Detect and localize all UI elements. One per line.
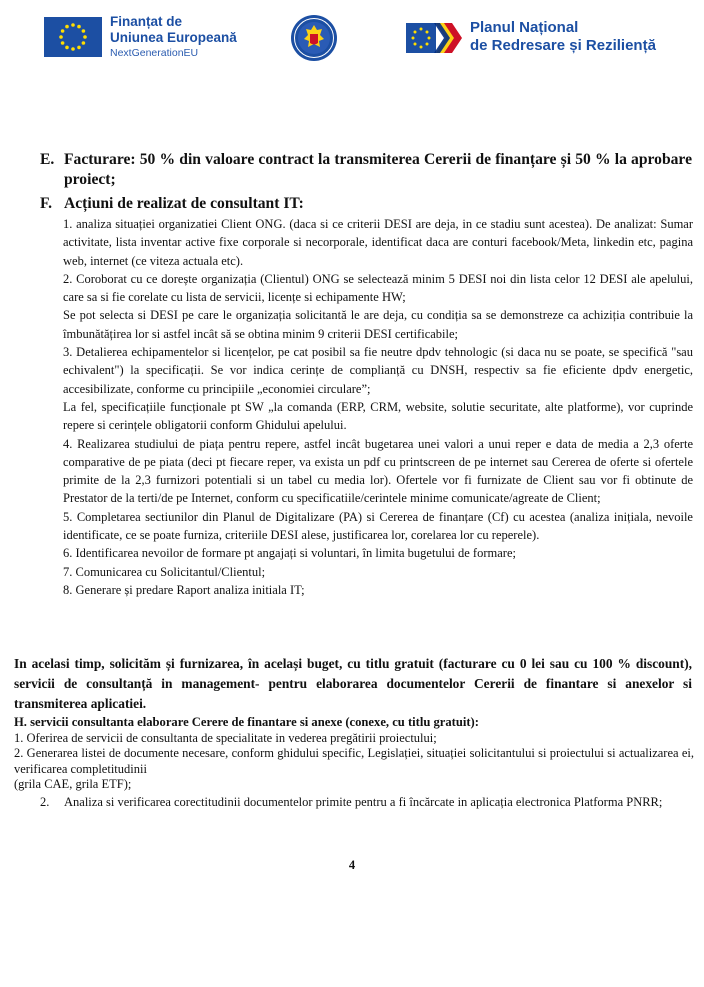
list-item: 1. Oferirea de servicii de consultanta de specialitate in vederea pregătirii proiectului; xyxy=(14,731,437,745)
section-e xyxy=(40,150,692,190)
list-number: 2. xyxy=(40,795,50,809)
list-item: (grila CAE, grila ETF); xyxy=(14,776,132,791)
list-item: 6. Identificarea nevoilor de formare pt angajați si voluntari, în limita bugetului de formare; xyxy=(63,546,516,561)
eu-flag-icon xyxy=(44,17,102,57)
list-item: 7. Comunicarea cu Solicitantul/Clientul; xyxy=(63,564,266,579)
section-f xyxy=(40,194,692,214)
section-f-items xyxy=(63,215,693,599)
list-item: 4. Realizarea studiului de piața pentru repere, astfel incât bugetarea unei valori a unui reper e data de media a 2,3 oferte comparative de pe piata (deci pt fiecare reper, va exista un pdf cu printscreen de pe internet sau Cererea de oferte si ofertele primite de la 2,3 furnizori potentiali si un tabel cu media lor). Ofertele vor fi furnizate de Client sau vor fi obtinute de Prestator de la terti/de pe Internet, conform cu specificatiile/cerintele minime comunicate/agreate de Client; xyxy=(63,436,693,506)
page-number: 4 xyxy=(348,858,356,872)
section-e-text: Facturare: 50 % din valoare contract la transmiterea Cererii de finanțare și 50 % la aprobare proiect; xyxy=(64,151,692,188)
section-e-letter: E. xyxy=(40,151,55,168)
list-item: Se pot selecta si DESI pe care le organizația solicitantă le are deja, cu condiția sa se demonstreze ca achiziția contribuie la îmbunătățirea lor si astfel incât să se obtina minim 9 criterii DESI certificabile; xyxy=(63,308,693,341)
list-item: 2. Generarea listei de documente necesare, conform ghidului specific, Legislației, situației solicitantului si proiectului si actualizarea ei, verificarea completitudinii xyxy=(14,746,694,776)
section-h-list xyxy=(14,731,694,792)
romanian-government-seal-icon xyxy=(289,12,339,64)
pnrr-label-line1: Planul Național xyxy=(470,19,579,36)
section-f-text: Acțiuni de realizat de consultant IT: xyxy=(64,195,304,212)
pnrr-label xyxy=(470,19,656,55)
list-item: La fel, specificațiile funcționale pt SW „la comanda (ERP, CRM, website, solutie securitate, alte platforme), vor cuprinde repere si cerințele obligatorii conform Ghidului apelului. xyxy=(63,399,693,433)
pnrr-arrows-icon xyxy=(404,21,464,55)
section-f-letter: F. xyxy=(40,195,52,212)
section-h-item-2 xyxy=(40,795,694,811)
list-item: 3. Detalierea echipamentelor si licențelor, pe cat posibil sa fie neutre dpdv tehnologic (si daca nu se poate, se specifică "sau echivalent") la specificații. Se vor indica cerințe de complianță cu DNSH, respectiv sa fie eficiente dpdv energetic, accesibilizate, conforme cu principiile „economiei circulare”; xyxy=(63,345,693,396)
list-item: 1. analiza situației organizatiei Client ONG. (daca si ce criterii DESI are deja, in ce stadiu sunt acestea). De analizat: Sumar activitate, lista inventar active fixe corporale si necorporale, identificat daca are conturi facebook/Meta, linkedin etc, pagina web, internet (ce viteza actuala etc). xyxy=(63,217,693,268)
list-item: 5. Completarea sectiunilor din Planul de Digitalizare (PA) si Cererea de finanțare (Cf) cu acestea (analiza inițiala, nevoile identificate, ce se poate furniza, criteriile DESI alese, justificarea lor, corelarea lor cu reperele). xyxy=(63,509,693,543)
eu-label-line2: Uniunea Europeană xyxy=(110,30,237,45)
list-item: 2. Coroborat cu ce dorește organizația (Clientul) ONG se selectează minim 5 DESI noi din lista celor 12 DESI ale apelului, care sa si fie corelate cu lista de servicii, licențe si echipamente HW; xyxy=(63,271,693,305)
list-item: Analiza si verificarea corectitudinii documentelor primite pentru a fi încărcate in aplicația electronica Platforma PNRR; xyxy=(64,795,663,809)
free-consultancy-paragraph: In acelasi timp, solicităm și furnizarea, în același buget, cu titlu gratuit (facturare cu 0 lei sau cu 100 % discount), servicii de consultanță in management- pentru elaborarea documentelor Cererii de finantare si anexelor si transmiterea aplicatiei. xyxy=(14,656,692,711)
section-h-title: H. servicii consultanta elaborare Cerere de finantare si anexe (conexe, cu titlu gratuit): xyxy=(14,715,479,729)
list-item: 8. Generare și predare Raport analiza initiala IT; xyxy=(63,582,305,597)
eu-label-line1: Finanțat de xyxy=(110,14,183,29)
eu-label-line3: NextGenerationEU xyxy=(110,47,199,59)
pnrr-label-line2: de Redresare și Reziliență xyxy=(470,37,656,54)
eu-funding-label xyxy=(110,14,237,61)
